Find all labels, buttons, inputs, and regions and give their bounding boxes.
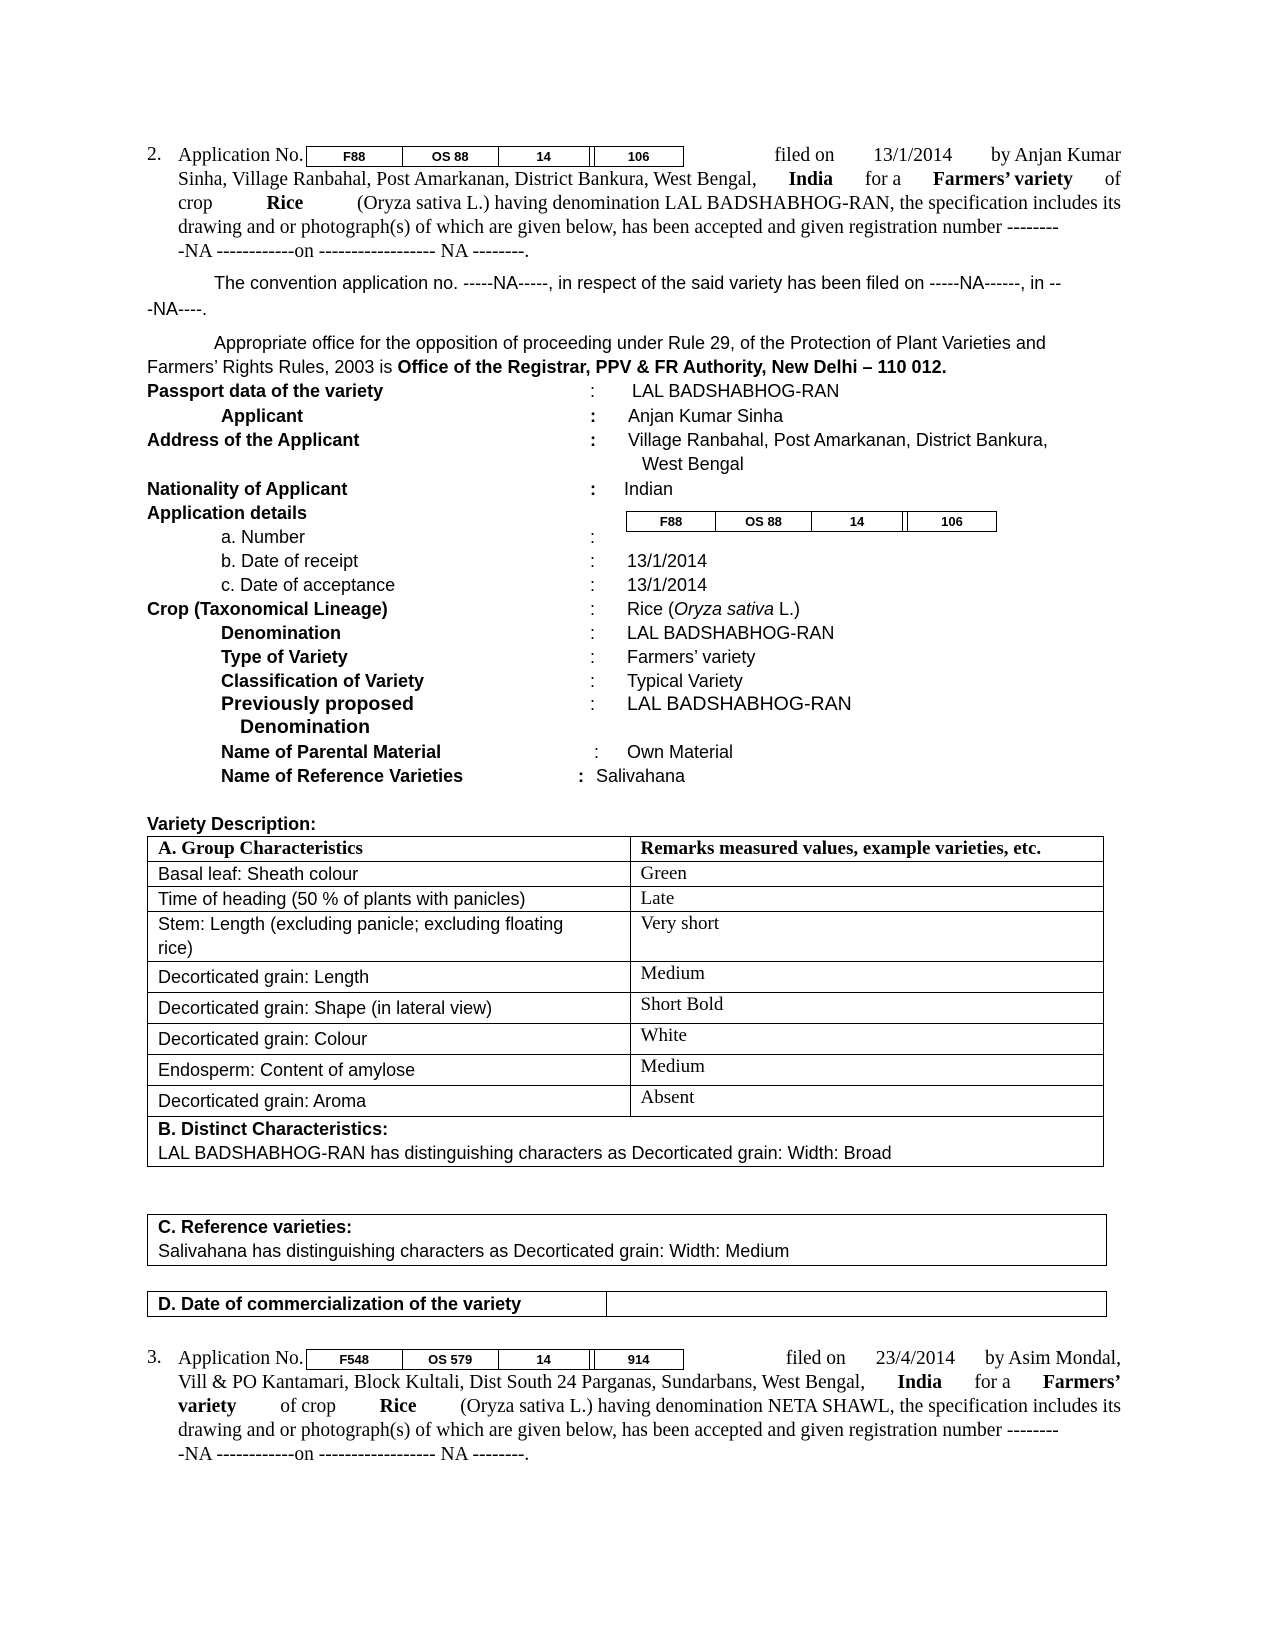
classification-label: Classification of Variety (221, 671, 425, 691)
entry-3-line-3: variety of crop Rice (Oryza sativa L.) having denomination NETA SHAWL, the specification includes its (178, 1396, 1121, 1417)
reference-varieties-value: Salivahana (596, 766, 686, 786)
nationality-label: Nationality of Applicant (147, 479, 348, 499)
entry-2-line-2: Sinha, Village Ranbahal, Post Amarkanan, District Bankura, West Bengal, India for a Farmers’ variety of (178, 169, 1121, 190)
opposition-paragraph: Appropriate office for the opposition of proceeding under Rule 29, of the Protection of Plant Varieties and Farmers’ Rights Rules, 2003 is Office of the Registrar, PPV & FR Authority, New Delhi – 110 012. (147, 333, 1046, 377)
table-row: Basal leaf: Sheath colour Green (148, 862, 1104, 887)
entry-2-line-1 (178, 144, 1121, 168)
applicant-value: Anjan Kumar Sinha (628, 406, 784, 426)
application-details-label: Application details (147, 503, 308, 523)
filed-on-label: filed on (774, 145, 835, 166)
crop-value: Rice (Oryza sativa L.) (627, 599, 801, 619)
application-number-box (306, 146, 684, 167)
remarks-header: Remarks measured values, example varieties, etc. (630, 837, 1103, 862)
nationality-value: Indian (624, 479, 674, 499)
type-label: Type of Variety (221, 647, 348, 667)
previous-denomination-label-1: Previously proposed (221, 693, 414, 715)
distinct-characteristics-heading: B. Distinct Characteristics: (158, 1119, 389, 1139)
denomination-value: LAL BADSHABHOG-RAN (627, 623, 835, 643)
number-label: a. Number (221, 527, 306, 547)
app-no-crop-code: F88 (307, 147, 403, 166)
convention-paragraph: The convention application no. -----NA-----, in respect of the said variety has been filed on -----NA------, in -- -NA----. (147, 273, 1062, 319)
table-row: Decorticated grain: Aroma Absent (148, 1086, 1104, 1117)
app-no-number: 106 (627, 148, 650, 164)
commercialization-value (606, 1292, 1106, 1317)
table-row: Endosperm: Content of amylose Medium (148, 1055, 1104, 1086)
type-value: Farmers’ variety (627, 647, 756, 667)
table-row: Time of heading (50 % of plants with panicles) Late (148, 887, 1104, 912)
reference-varieties-text: Salivahana has distinguishing characters as Decorticated grain: Width: Medium (158, 1241, 790, 1261)
address-value-line-1: Village Ranbahal, Post Amarkanan, District Bankura, (628, 430, 1048, 450)
crop-label: Crop (Taxonomical Lineage) (147, 599, 388, 619)
entry-2-line-4: drawing and or photograph(s) of which are given below, has been accepted and given registration number -------- (178, 217, 1059, 238)
table-row: Stem: Length (excluding panicle; excluding floating rice) Very short (148, 912, 1104, 962)
entry-2-line-3: crop Rice (Oryza sativa L.) having denomination LAL BADSHABHOG-RAN, the specification includes its (178, 193, 1121, 214)
receipt-label: b. Date of receipt (221, 551, 359, 571)
app-no-serial: OS 88 (403, 147, 499, 166)
group-characteristics-header: A. Group Characteristics (148, 837, 631, 862)
group-characteristics-table (147, 836, 1104, 1167)
reference-varieties-label: Name of Reference Varieties (221, 766, 464, 786)
table-row: Decorticated grain: Length Medium (148, 962, 1104, 993)
entry-3-line-1 (178, 1347, 1121, 1371)
commercialization-box (147, 1291, 1107, 1317)
entry-number: 2. (147, 144, 162, 165)
application-no-label: Application No. (178, 145, 304, 166)
parental-material-label: Name of Parental Material (221, 742, 442, 762)
receipt-value: 13/1/2014 (627, 551, 708, 571)
reference-varieties-box (147, 1214, 1107, 1266)
opposition-office: Office of the Registrar, PPV & FR Authority, New Delhi – 110 012. (397, 357, 947, 377)
acceptance-value: 13/1/2014 (627, 575, 708, 595)
application-number-box-details: F88 OS 88 14 106 (626, 511, 997, 532)
acceptance-label: c. Date of acceptance (221, 575, 396, 595)
table-row: Decorticated grain: Colour White (148, 1024, 1104, 1055)
entry-3-line-5: -NA ------------on ------------------ NA --------. (178, 1444, 530, 1465)
applicant-label: Applicant (221, 406, 304, 426)
table-header-row (148, 837, 1104, 862)
distinct-characteristics-row (148, 1117, 1104, 1167)
address-label: Address of the Applicant (147, 430, 360, 450)
previous-denomination-value: LAL BADSHABHOG-RAN (627, 693, 852, 715)
application-no-label: Application No. (178, 1348, 304, 1369)
table-row: Decorticated grain: Shape (in lateral view) Short Bold (148, 993, 1104, 1024)
applicant-by: by Anjan Kumar (991, 145, 1121, 166)
app-no-year: 14 (499, 147, 590, 166)
filed-date: 13/1/2014 (873, 145, 953, 166)
parental-material-value: Own Material (627, 742, 734, 762)
entry-2-line-5: -NA ------------on ------------------ NA --------. (178, 241, 530, 262)
distinct-characteristics-text: LAL BADSHABHOG-RAN has distinguishing characters as Decorticated grain: Width: Broad (158, 1143, 892, 1163)
entry-3-line-4: drawing and or photograph(s) of which are given below, has been accepted and given registration number -------- (178, 1420, 1059, 1441)
filed-date: 23/4/2014 (875, 1348, 955, 1369)
filed-on-label: filed on (785, 1348, 846, 1369)
commercialization-label: D. Date of commercialization of the variety (148, 1292, 607, 1317)
passport-value: LAL BADSHABHOG-RAN (632, 381, 840, 401)
classification-value: Typical Variety (627, 671, 743, 691)
reference-varieties-heading: C. Reference varieties: (158, 1217, 353, 1237)
application-number-box: F548 OS 579 14 914 (306, 1349, 684, 1370)
previous-denomination-label-2: Denomination (240, 716, 370, 738)
passport-label: Passport data of the variety (147, 381, 384, 401)
applicant-by: by Asim Mondal, (985, 1348, 1121, 1369)
denomination-label: Denomination (221, 623, 341, 643)
variety-description-heading: Variety Description: (147, 814, 317, 834)
address-value-line-2: West Bengal (642, 454, 744, 474)
entry-3-line-2: Vill & PO Kantamari, Block Kultali, Dist South 24 Parganas, Sundarbans, West Bengal, India for a Farmers’ (178, 1372, 1121, 1393)
entry-number: 3. (147, 1347, 162, 1368)
